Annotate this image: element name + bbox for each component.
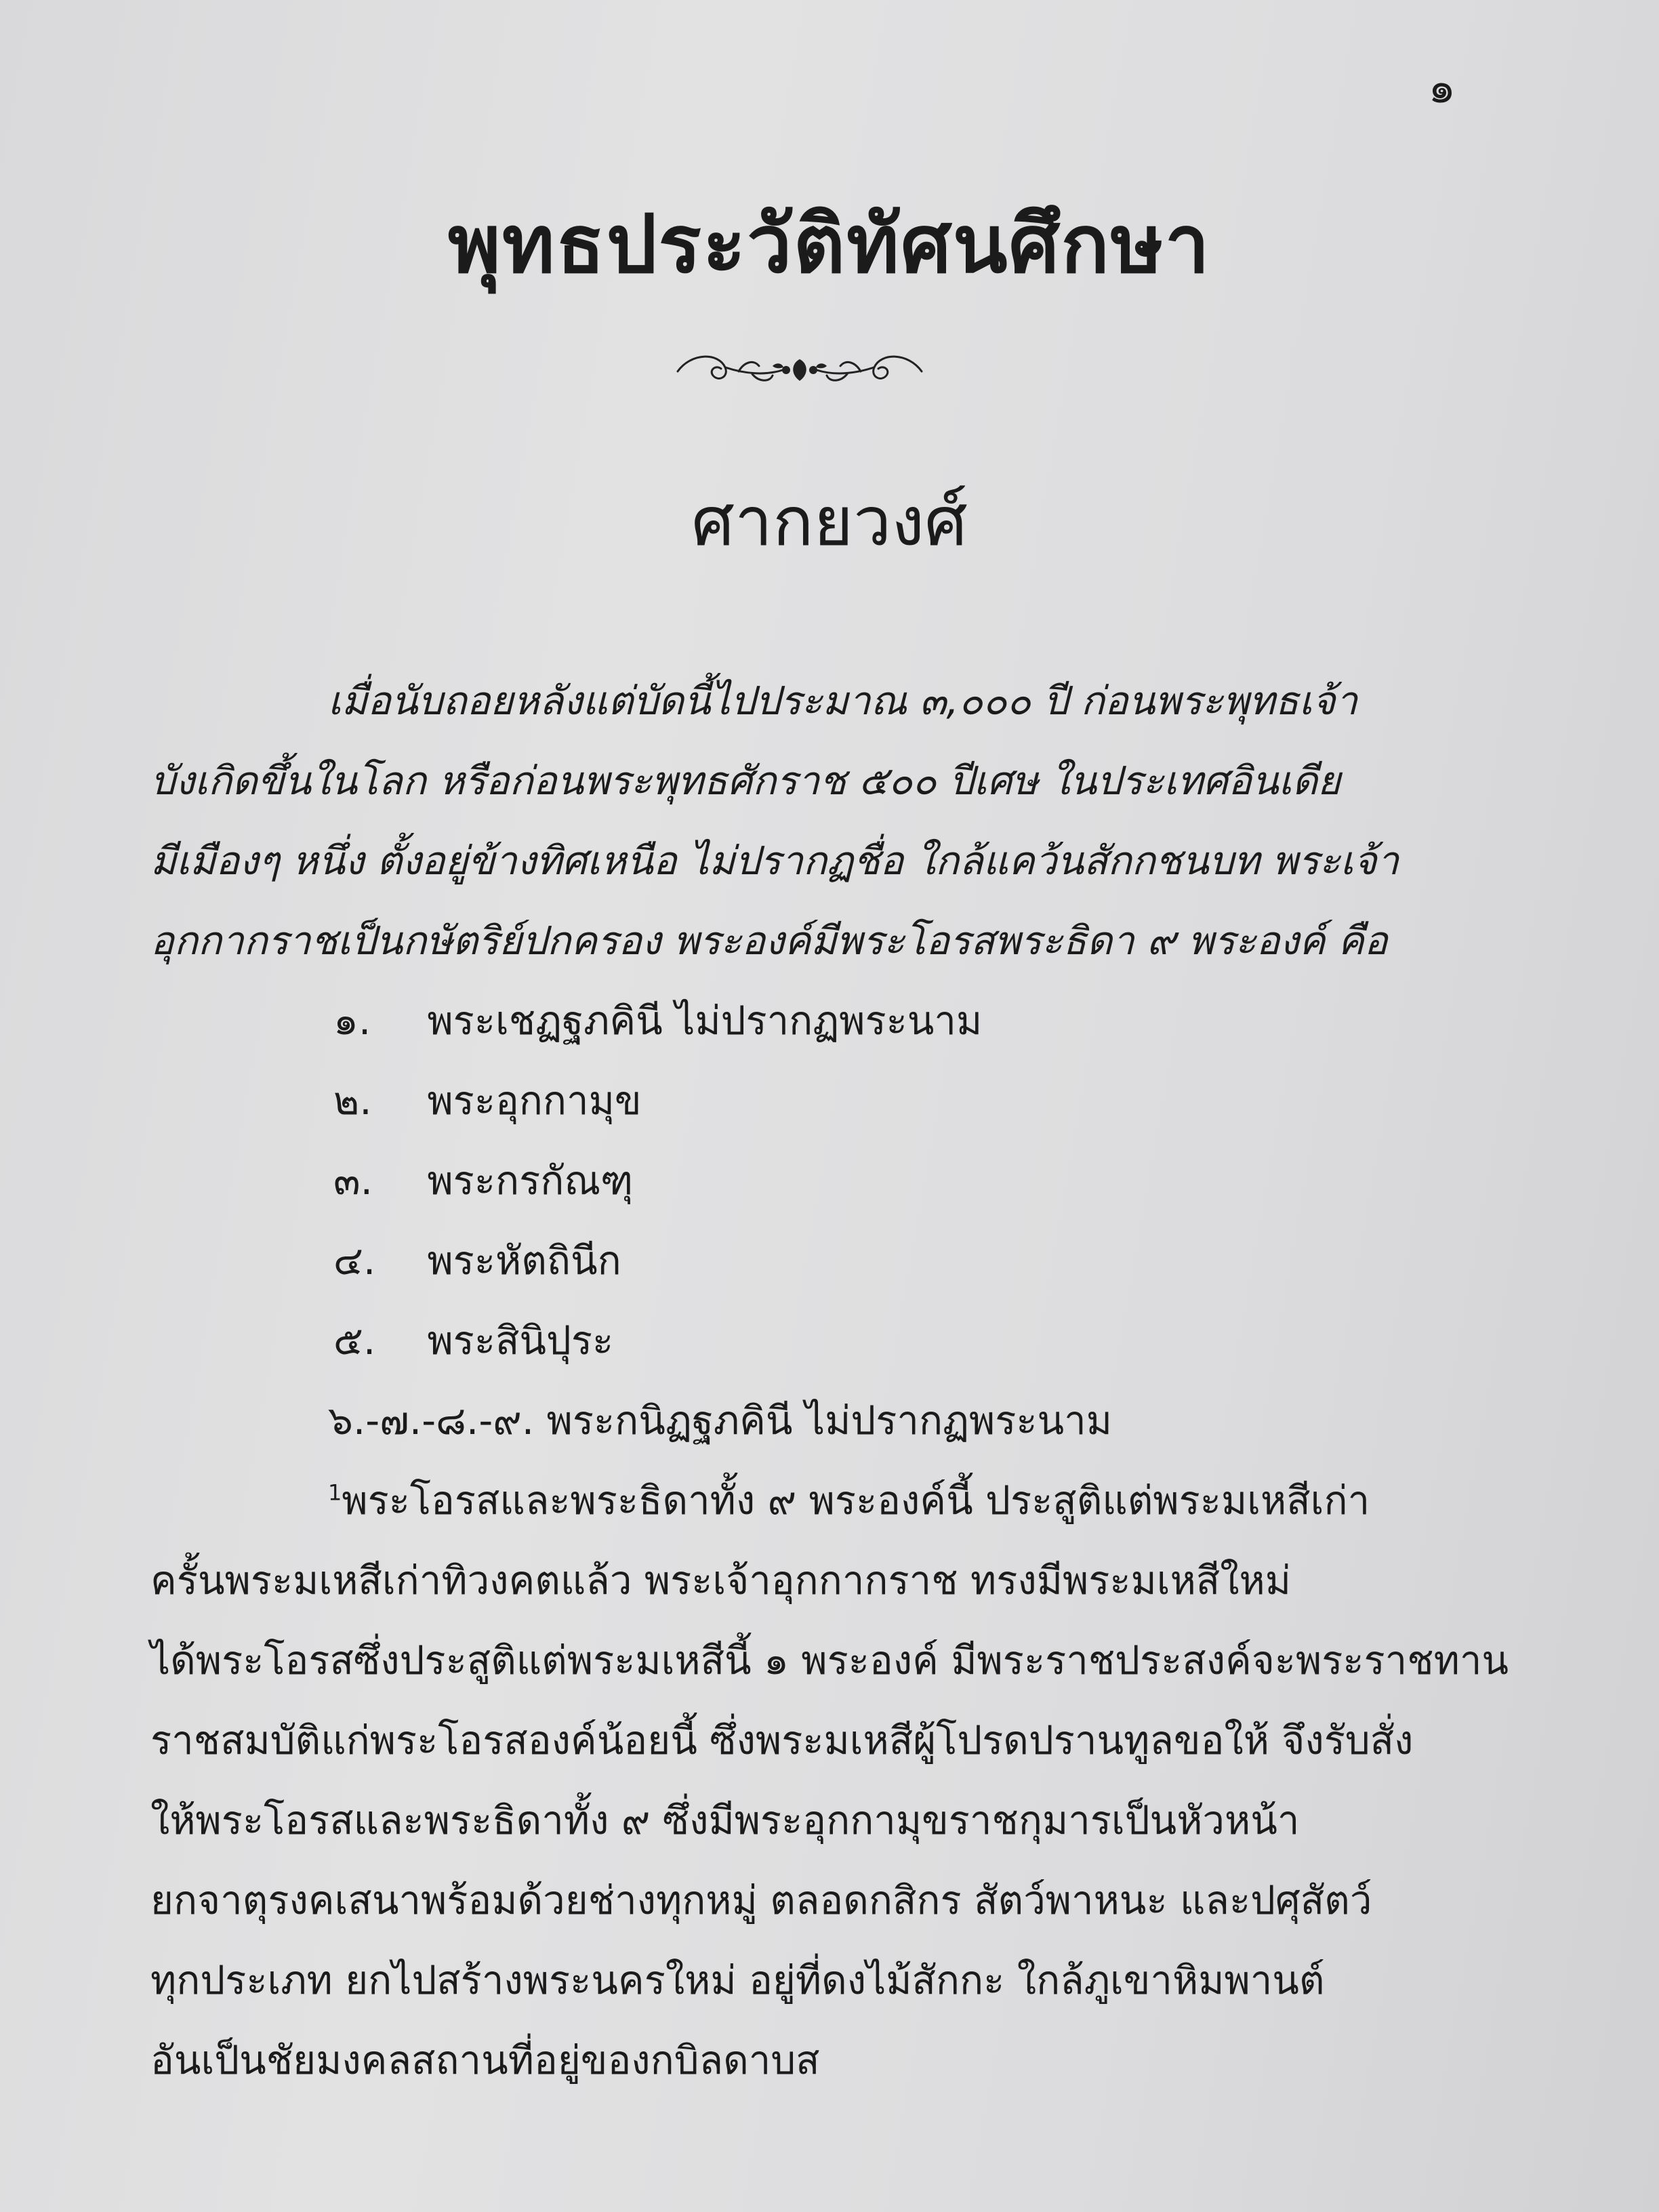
list-number: ๒. [333, 1078, 372, 1124]
paragraph-line-text: พระโอรสและพระธิดาทั้ง ๙ พระองค์นี้ ประสูติแต่พระมเหสีเก่า [342, 1477, 1370, 1523]
paragraph-line: ทุกประเภท ยกไปสร้างพระนครใหม่ อยู่ที่ดงไม้สักกะ ใกล้ภูเขาหิมพานต์ [150, 1957, 1325, 2003]
list-text: พระอุกกามุข [427, 1078, 642, 1124]
paragraph-line: ครั้นพระมเหสีเก่าทิวงคตแล้ว พระเจ้าอุกกากราช ทรงมีพระมเหสีใหม่ [150, 1557, 1291, 1603]
list-number: ๕. [333, 1317, 376, 1364]
paragraph-line: มีเมืองๆ หนึ่ง ตั้งอยู่ข้างทิศเหนือ ไม่ปรากฏชื่อ ใกล้แคว้นสักกชนบท พระเจ้า [150, 838, 1399, 884]
paragraph-line: ราชสมบัติแก่พระโอรสองค์น้อยนี้ ซึ่งพระมเหสีผู้โปรดปรานทูลขอให้ จึงรับสั่ง [150, 1717, 1414, 1763]
page-number: ๑ [1428, 63, 1456, 113]
paragraph-line: เมื่อนับถอยหลังแต่บัดนี้ไปประมาณ ๓,๐๐๐ ปี ก่อนพระพุทธเจ้า [328, 678, 1358, 724]
list-text: พระกรกัณฑุ [427, 1158, 634, 1204]
main-paragraph [150, 1460, 1509, 2100]
list-item [150, 1300, 1492, 1380]
list-number: ๖.-๗.-๘.-๙. [328, 1397, 535, 1443]
paragraph-line: ให้พระโอรสและพระธิดาทั้ง ๙ ซึ่งมีพระอุกกามุขราชกุมารเป็นหัวหน้า [150, 1797, 1300, 1843]
paragraph-line: อันเป็นชัยมงคลสถานที่อยู่ของกบิลดาบส [150, 2037, 820, 2083]
paragraph-line: อุกกากราชเป็นกษัตริย์ปกครอง พระองค์มีพระโอรสพระธิดา ๙ พระองค์ คือ [150, 918, 1388, 964]
list-number: ๔. [333, 1237, 376, 1284]
paragraph-line [150, 1460, 1492, 1540]
paragraph-line: ได้พระโอรสซึ่งประสูติแต่พระมเหสีนี้ ๑ พระองค์ มีพระราชประสงค์จะพระราชทาน [150, 1637, 1509, 1683]
section-heading: ศากยวงศ์ [691, 482, 968, 561]
list-item [150, 1221, 1492, 1300]
footnote-marker: 1 [328, 1479, 342, 1506]
list-text: พระกนิฏฐภคินี ไม่ปรากฏพระนาม [546, 1397, 1112, 1443]
list-item [150, 1141, 1492, 1221]
list-number: ๓. [333, 1158, 373, 1204]
list-text: พระสินิปุระ [427, 1317, 614, 1364]
page-title: พุทธประวัติทัศนศึกษา [448, 197, 1211, 291]
list-text: พระเชฏฐภคินี ไม่ปรากฏพระนาม [427, 998, 983, 1044]
paragraph-line: ยกจาตุรงคเสนาพร้อมด้วยช่างทุกหมู่ ตลอดกสิกร สัตว์พาหนะ และปศุสัตว์ [150, 1877, 1372, 1923]
list-item [150, 1061, 1492, 1141]
body-text [150, 661, 1509, 2100]
list-number: ๑. [333, 998, 371, 1044]
list-item [150, 981, 1492, 1061]
intro-paragraph [150, 661, 1492, 981]
list-item [150, 1380, 1492, 1460]
list-text: พระหัตถินีก [427, 1237, 621, 1284]
children-list [150, 981, 1492, 1460]
floral-divider-icon [664, 339, 935, 400]
paragraph-line: บังเกิดขึ้นในโลก หรือก่อนพระพุทธศักราช ๕๐๐ ปีเศษ ในประเทศอินเดีย [150, 758, 1341, 804]
